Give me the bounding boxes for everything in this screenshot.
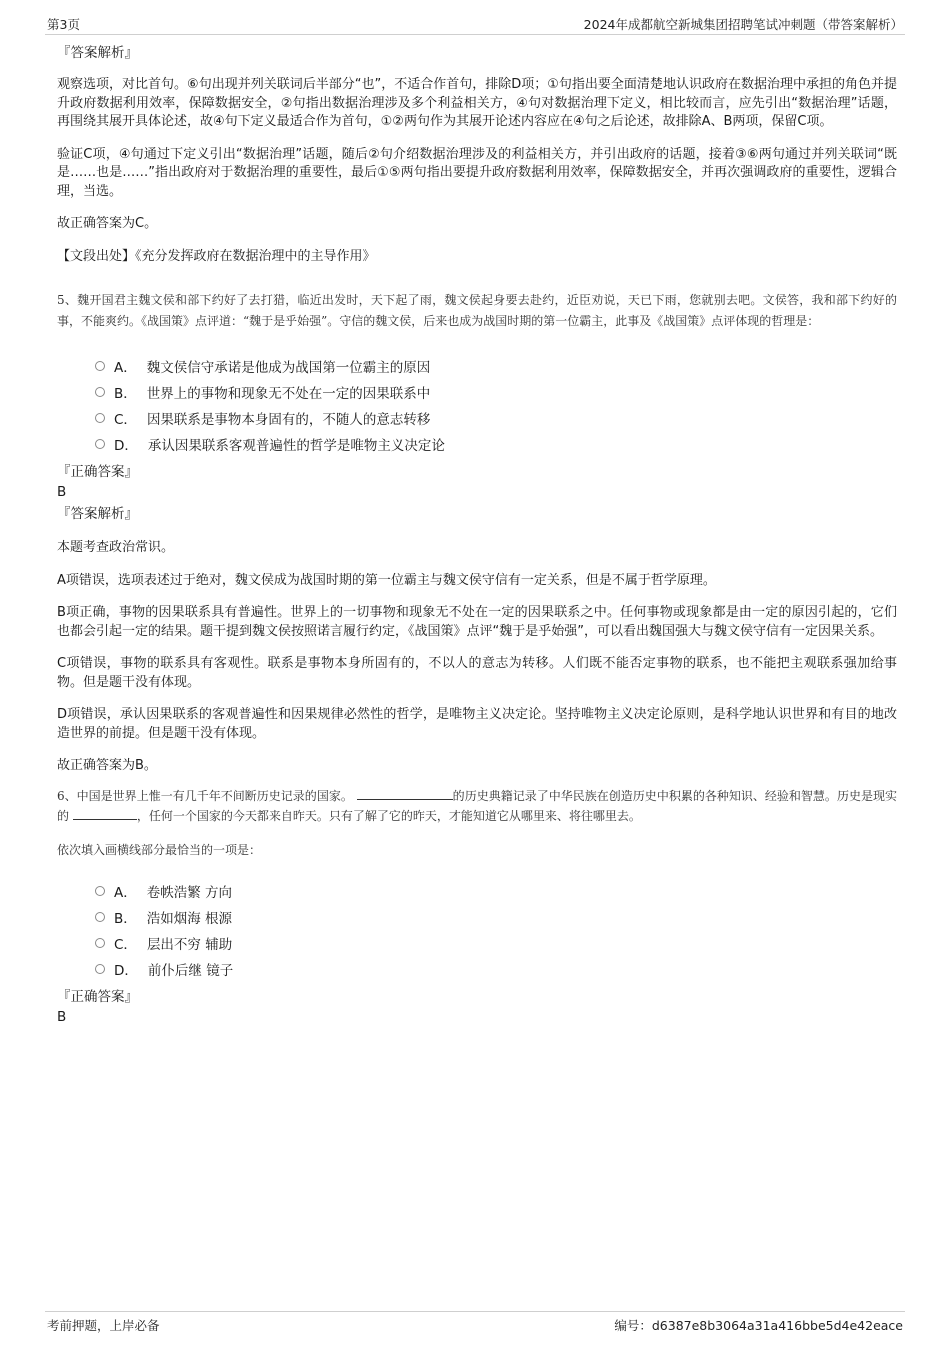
page-content xyxy=(57,44,897,1034)
question-text: 6、中国是世界上惟一有几千年不间断历史记录的国家。 的历史典籍记录了中华民族在创造历史中积累的各种知识、经验和智慧。历史是现实的 ，任何一个国家的今天都来自昨天。只有了解了它的昨天，才能知道它从哪里来、将往哪里去。 xyxy=(57,788,897,823)
analysis-paragraph: B项正确，事物的因果联系具有普遍性。世界上的一切事物和现象无不处在一定的因果联系之中。任何事物或现象都是由一定的原因引起的，它们也都会引起一定的结果。题干提到魏文侯按照诺言履行约定，《战国策》点评“魏于是乎始强”，可以看出魏国强大与魏文侯守信有一定因果关系。 xyxy=(57,605,897,639)
analysis-paragraph: 验证C项，④句通过下定义引出“数据治理”话题，随后②句介绍数据治理涉及的利益相关方，并引出政府的话题，接着③⑥两句通过并列关联词“既是……也是……”指出政府对于数据治理的重要性，最后①⑤两句指出要提升政府数据利用效率，保障数据安全，并再次强调政府的重要性，逻辑合理，当选。 xyxy=(57,146,897,199)
document-code: 编号：d6387e8b3064a31a416bbe5d4e42eace xyxy=(614,1318,903,1333)
option-c[interactable]: C． 因果联系是事物本身固有的，不随人的意志转移 xyxy=(95,405,897,431)
analysis-paragraph: C项错误，事物的联系具有客观性。联系是事物本身所固有的，不以人的意志为转移。人们既不能否定事物的联系，也不能把主观联系强加给事物。但是题干没有体现。 xyxy=(57,656,897,690)
radio-icon[interactable] xyxy=(95,387,105,397)
correct-answer-value: B xyxy=(57,484,67,500)
page-number: 第3页 xyxy=(47,17,80,32)
answer-analysis-label: 『答案解析』 xyxy=(57,45,138,61)
radio-icon[interactable] xyxy=(95,886,105,896)
question-text: 5、魏开国君主魏文侯和部下约好了去打猎，临近出发时，天下起了雨，魏文侯起身要去赴约，近臣劝说，天已下雨，您就别去吧。文侯答，我和部下约好的事，不能爽约。《战国策》点评道：“魏于是乎始强”。守信的魏文侯，后来也成为战国时期的第一位霸主，此事及《战国策》点评体现的哲理是： xyxy=(57,293,897,328)
answer-analysis-label: 『答案解析』 xyxy=(57,506,138,522)
option-d[interactable]: D． 承认因果联系客观普遍性的哲学是唯物主义决定论 xyxy=(95,431,897,457)
option-b[interactable]: B． 浩如烟海 根源 xyxy=(95,904,897,930)
conclusion-text: 故正确答案为B。 xyxy=(57,758,157,773)
source-citation: 【文段出处】《充分发挥政府在数据治理中的主导作用》 xyxy=(57,248,376,264)
analysis-paragraph: A项错误，选项表述过于绝对，魏文侯成为战国时期的第一位霸主与魏文侯守信有一定关系，但是不属于哲学原理。 xyxy=(57,572,716,588)
radio-icon[interactable] xyxy=(95,938,105,948)
fill-blank xyxy=(73,807,137,820)
question-instruction: 依次填入画横线部分最恰当的一项是： xyxy=(57,842,262,857)
question-6 xyxy=(57,786,897,1026)
correct-answer-label: 『正确答案』 xyxy=(57,464,138,480)
option-a[interactable]: A． 魏文侯信守承诺是他成为战国第一位霸主的原因 xyxy=(95,353,897,379)
page-header xyxy=(45,12,905,35)
fill-blank xyxy=(357,787,453,800)
option-b[interactable]: B． 世界上的事物和现象无不处在一定的因果联系中 xyxy=(95,379,897,405)
conclusion-text: 故正确答案为C。 xyxy=(57,216,158,231)
question-5 xyxy=(57,290,897,776)
footer-slogan: 考前押题，上岸必备 xyxy=(47,1318,160,1333)
document-title: 2024年成都航空新城集团招聘笔试冲刺题（带答案解析） xyxy=(583,17,903,32)
option-c[interactable]: C． 层出不穷 辅助 xyxy=(95,930,897,956)
correct-answer-label: 『正确答案』 xyxy=(57,988,138,1005)
options-list xyxy=(95,353,897,457)
option-a[interactable]: A． 卷帙浩繁 方向 xyxy=(95,878,897,904)
radio-icon[interactable] xyxy=(95,413,105,423)
radio-icon[interactable] xyxy=(95,912,105,922)
options-list xyxy=(95,878,897,982)
analysis-paragraph: D项错误，承认因果联系的客观普遍性和因果规律必然性的哲学，是唯物主义决定论。坚持唯物主义决定论原则，是科学地认识世界和有目的地改造世界的前提。但是题干没有体现。 xyxy=(57,707,897,741)
page-footer xyxy=(45,1311,905,1340)
radio-icon[interactable] xyxy=(95,361,105,371)
radio-icon[interactable] xyxy=(95,964,105,974)
analysis-paragraph: 观察选项，对比首句。⑥句出现并列关联词后半部分“也”，不适合作首句，排除D项；①句指出要全面清楚地认识政府在数据治理中承担的角色并提升政府数据利用效率，保障数据安全，②句指出数据治理涉及多个利益相关方，④句对数据治理下定义，相比较而言，应先引出“数据治理”话题，再围绕其展开具体论述，故④句下定义最适合作为首句，①②两句作为其展开论述内容应在④句之后论述，故排除A、B两项，保留C项。 xyxy=(57,77,897,129)
correct-answer-value: B xyxy=(57,1008,67,1025)
analysis-paragraph: 本题考查政治常识。 xyxy=(57,540,175,555)
option-d[interactable]: D． 前仆后继 镜子 xyxy=(95,956,897,982)
radio-icon[interactable] xyxy=(95,439,105,449)
